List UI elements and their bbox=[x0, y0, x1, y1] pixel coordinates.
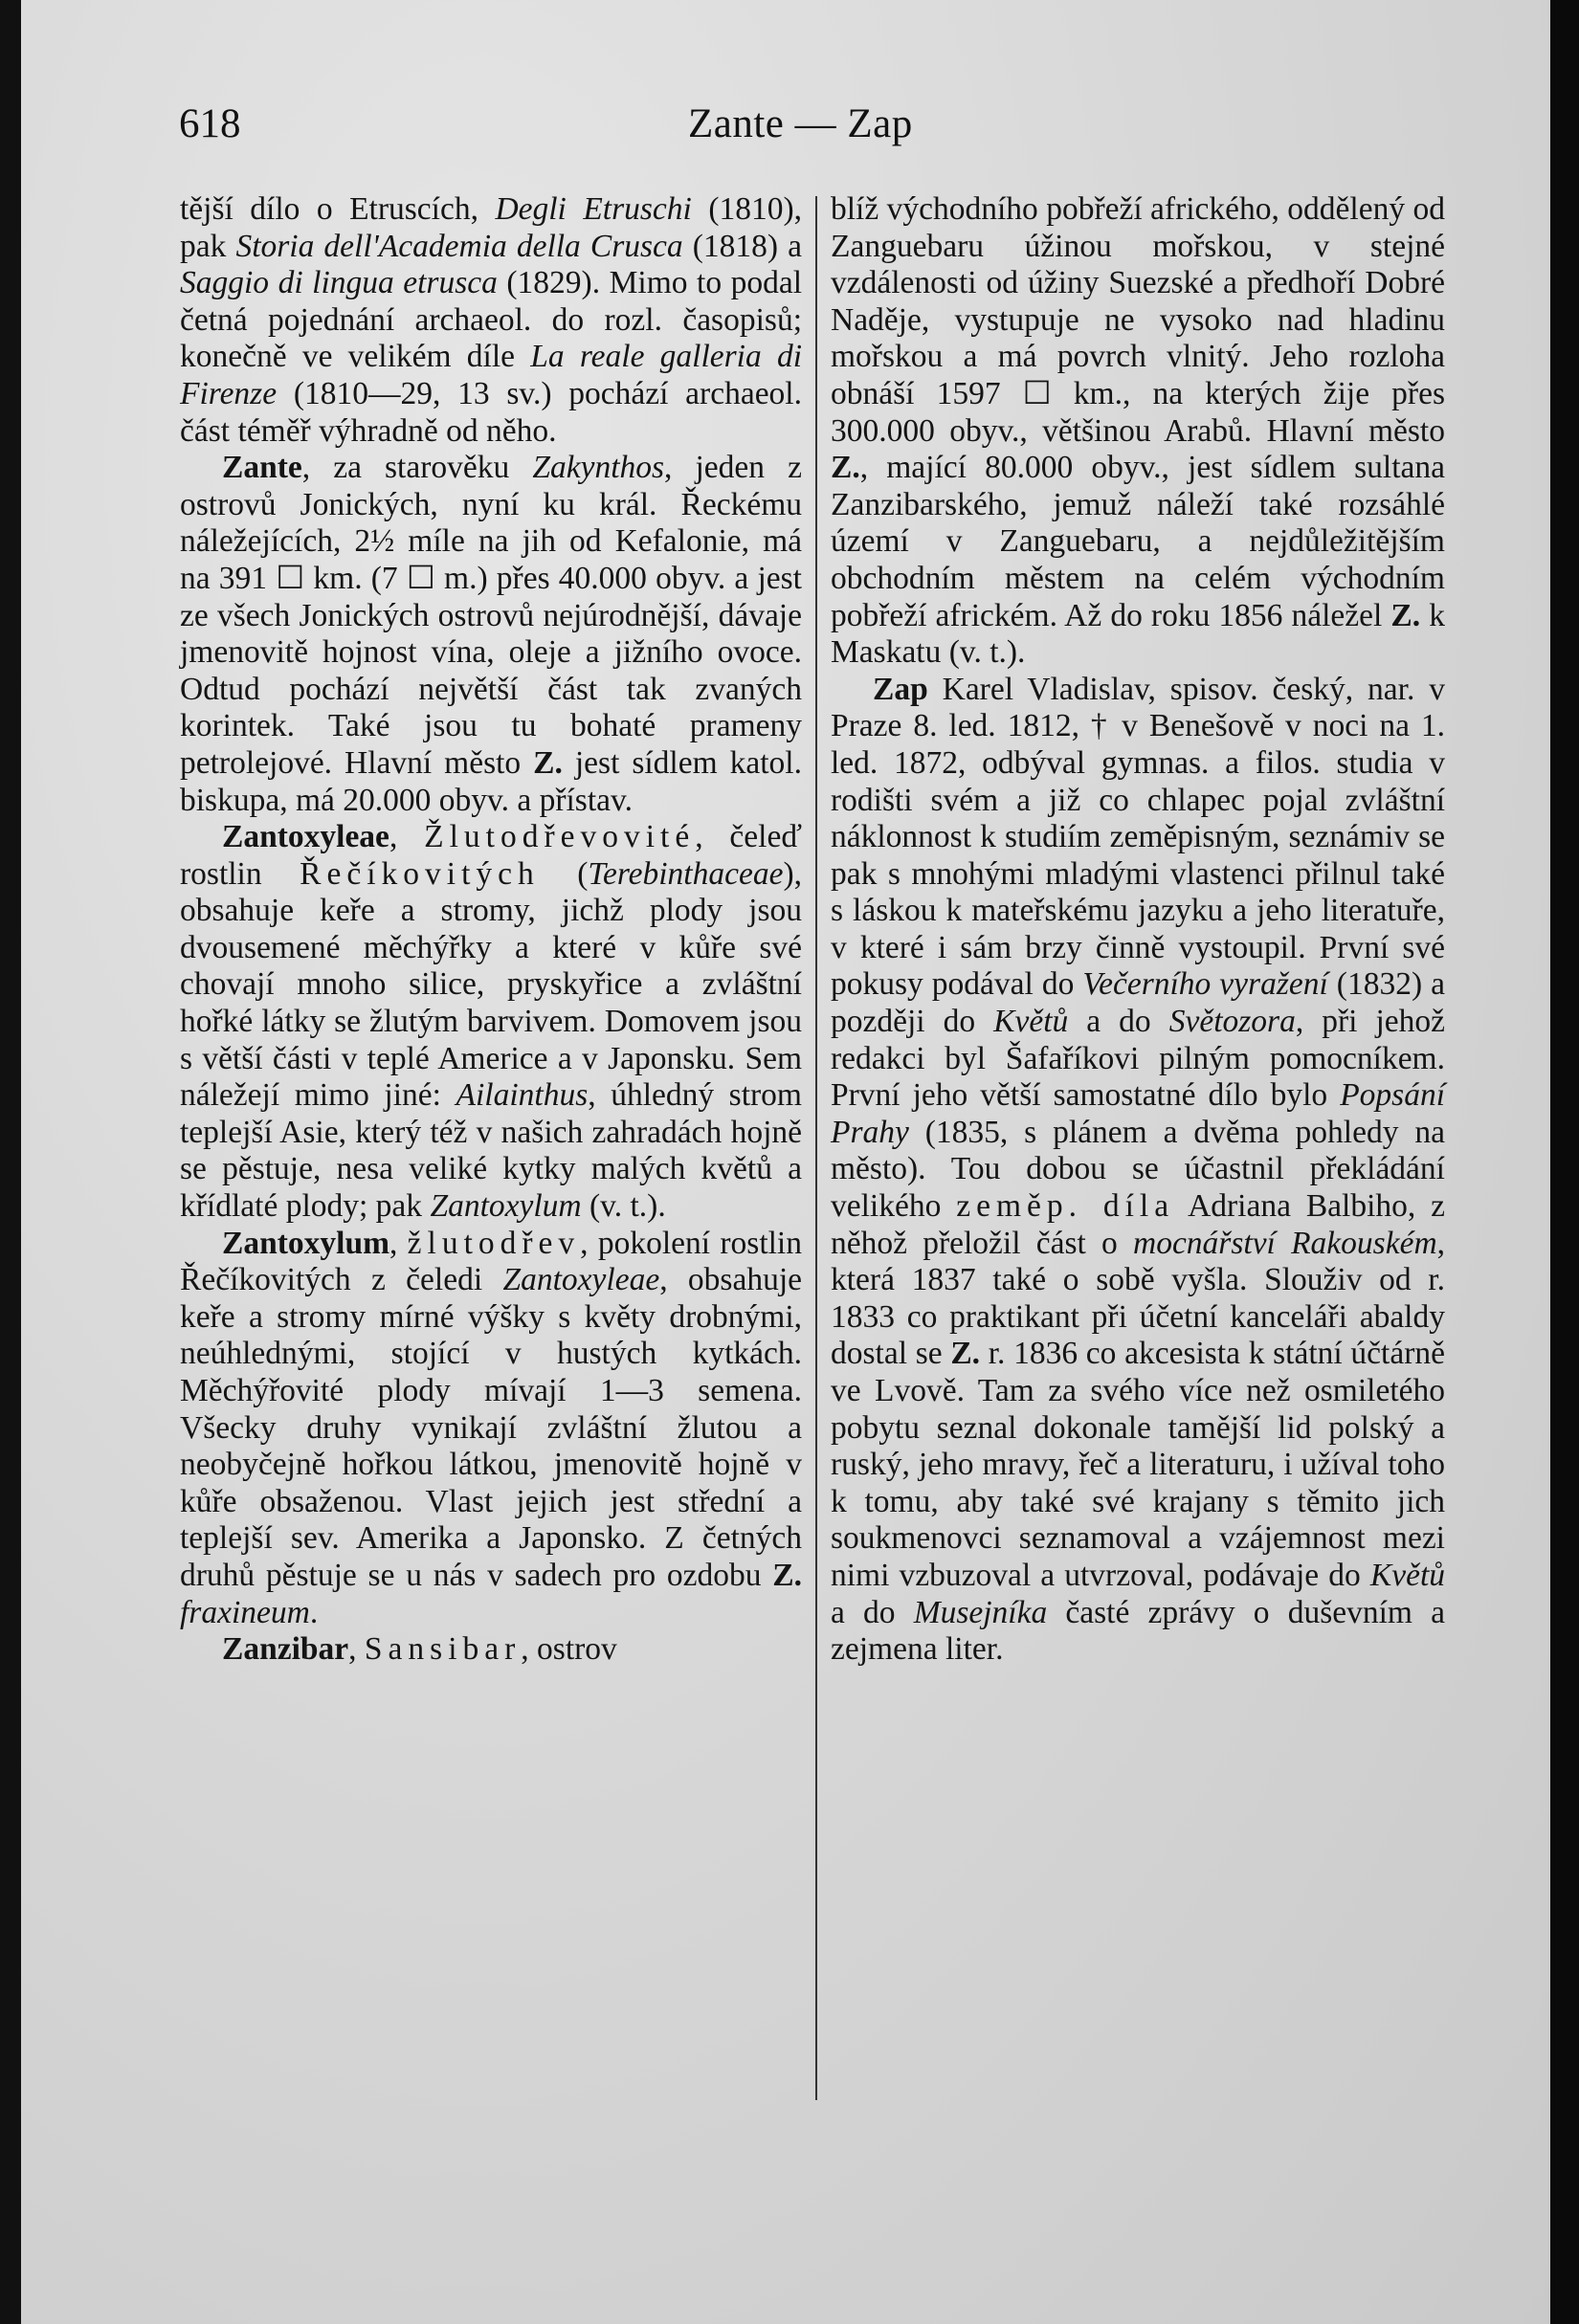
body-text: (1810), pak bbox=[180, 191, 803, 264]
scan-edge bbox=[1550, 0, 1579, 2324]
italic-text: Zakynthos bbox=[532, 450, 665, 486]
italic-text: Zantoxyleae bbox=[502, 1262, 660, 1298]
body-text: (v. t.). bbox=[581, 1188, 666, 1225]
body-text: , úhledný strom teplejší Asie, který též v našich zahradách hojně se pěstuje, nesa veliké kytky malých květů a křídlaté plody; pak bbox=[180, 1077, 802, 1225]
headword: Z. bbox=[831, 450, 860, 486]
italic-text: Zantoxylum bbox=[430, 1188, 582, 1225]
body-text: k Maskatu (v. t.). bbox=[831, 597, 1445, 671]
page-number: 618 bbox=[179, 101, 241, 146]
spaced-text: Sansibar bbox=[364, 1631, 522, 1668]
body-text: , jeden z ostrovů Jonických, nyní ku král. Řeckému náležejících, 2½ míle na jih od Kefalonie, má na 391 ☐ km. (7 ☐ m.) přes 40.000 obyv. a jest ze všech Jonických ostrovů nejúrodnější, dávaje jmenovitě hojnost vína, oleje a jižního ovoce. Odtud pochází největší část tak zvaných korintek. Také jsou tu bohaté prameny petrolejové. Hlavní město bbox=[180, 450, 802, 781]
spaced-text: žlutodřev bbox=[407, 1225, 581, 1261]
entry-zante bbox=[180, 450, 802, 819]
body-text: , která 1837 také o sobě vyšla. Slouživ od r. 1833 co praktikant při účetní kanceláři abaldy dostal se bbox=[831, 1225, 1446, 1372]
entry-zantoxylum bbox=[180, 1226, 802, 1632]
spaced-text: Řečíkovitých bbox=[300, 855, 540, 892]
italic-text: Musejníka bbox=[913, 1594, 1048, 1630]
headword: Zantoxyleae bbox=[222, 819, 389, 855]
body-text: (1829). Mimo to podal četná pojednání archaeol. do rozl. časopisů; konečně ve velikém díle bbox=[180, 265, 802, 375]
entry-zanzibar-continuation bbox=[831, 191, 1445, 672]
running-title: Zante — Zap bbox=[688, 101, 913, 146]
body-text: jest sídlem katol. biskupa, má 20.000 obyv. a přístav. bbox=[180, 744, 802, 818]
spaced-text: zeměp. díla bbox=[956, 1188, 1175, 1225]
headword: Z. bbox=[772, 1557, 802, 1593]
body-text: a do bbox=[1068, 1004, 1169, 1040]
spaced-text: Žlutodřevovité bbox=[424, 819, 696, 855]
body-text: časté zprávy o duševním a zejmena liter. bbox=[831, 1594, 1445, 1668]
body-text: tější dílo o Etruscích, bbox=[180, 191, 496, 227]
body-text: , bbox=[389, 819, 425, 855]
body-text: a do bbox=[831, 1594, 914, 1630]
entry-zantoxyleae bbox=[180, 819, 802, 1226]
italic-text: Světozora bbox=[1168, 1004, 1296, 1040]
body-text: , obsahuje keře a stromy mírné výšky s květy drobnými, neúhlednými, stojící v hustých kytkách. Měchýřovité plody mívají 1—3 semena. Všecky druhy vynikají zvláštní žlutou a neobyčejně hořkou látkou, jmenovitě hojně v kůře obsaženou. Vlast jejich jest střední a teplejší sev. Amerika a Japonsko. Z četných druhů pěstuje se u nás v sadech pro ozdobu bbox=[180, 1262, 802, 1593]
body-text: (1818) a bbox=[682, 228, 802, 264]
running-header bbox=[21, 100, 1550, 158]
italic-text: mocnářství Rakouském bbox=[1133, 1225, 1437, 1261]
italic-text: Ailainthus bbox=[456, 1077, 589, 1114]
body-text: Karel Vladislav, spisov. český, nar. v Praze 8. led. 1812, † v Benešově v noci na 1. led. 1872, odbýval gymnas. a filos. studia v rodišti svém a již co chlapec pojal zvláštní náklonnost k studiím zeměpisným, seznámiv se pak s mnohými mladými vlastenci přilnul také s láskou k mateřskému jazyku a jeho literatuře, v které i sám brzy činně vystoupil. První své pokusy podával do bbox=[831, 671, 1445, 1003]
headword: Z. bbox=[1390, 597, 1421, 633]
body-text: ( bbox=[539, 855, 589, 892]
headword: Z. bbox=[533, 744, 563, 781]
italic-text: Degli Etruschi bbox=[495, 191, 692, 227]
headword: Zanzibar bbox=[222, 1631, 349, 1668]
body-text: (1832) a později do bbox=[831, 966, 1445, 1040]
right-column bbox=[831, 191, 1445, 1669]
body-text: , za starověku bbox=[301, 450, 533, 486]
headword: Zap bbox=[873, 671, 928, 707]
entry-zanzibar bbox=[180, 1631, 802, 1669]
body-text: (1810—29, 13 sv.) pochází archaeol. část téměř výhradně od něho. bbox=[180, 375, 802, 449]
column-rule bbox=[815, 196, 817, 2100]
body-text: . bbox=[309, 1594, 319, 1630]
headword: Z. bbox=[950, 1336, 981, 1372]
italic-text: Květů bbox=[993, 1004, 1069, 1040]
italic-text: Terebinthaceae bbox=[588, 855, 784, 892]
body-text: (1835, s plánem a dvěma pohledy na město). Tou dobou se účastnil překládání velikého bbox=[831, 1114, 1445, 1225]
body-text: , bbox=[348, 1631, 365, 1668]
body-text: , pokolení rostlin Řečíkovitých z čeledi bbox=[180, 1225, 802, 1298]
italic-text: La reale galleria di Firenze bbox=[180, 339, 803, 411]
body-text: , při jehož redakci byl Šafaříkovi pilným pomocníkem. První jeho větší samostatné dílo bylo bbox=[831, 1004, 1445, 1114]
left-column bbox=[180, 191, 802, 1669]
body-text: r. 1836 co akcesista k státní účtárně ve Lvově. Tam za svého více než osmiletého pobytu seznal dokonale tamější lid polský a ruský, jeho mravy, řeč a literaturu, i užíval toho k tomu, aby také své krajany s těmito jich soukmenovci seznamoval a vzájemnost mezi nimi vzbuzoval a utvrzoval, podávaje do bbox=[831, 1336, 1445, 1593]
body-text: blíž východního pobřeží afrického, oddělený od Zanguebaru úžinou mořskou, v stejné vzdálenosti od úžiny Suezské a předhoří Dobré Naděje, vystupuje ne vysoko nad hladinu mořskou a má povrch vlnitý. Jeho rozloha obnáší 1597 ☐ km., na kterých žije přes 300.000 obyv., většinou Arabů. Hlavní město bbox=[831, 191, 1445, 449]
italic-text: fraxineum bbox=[180, 1594, 310, 1630]
body-text: , bbox=[389, 1225, 408, 1261]
body-text: Adriana Balbiho, z něhož přeložil část o bbox=[831, 1188, 1445, 1261]
body-text: , čeleď rostlin bbox=[180, 819, 803, 892]
entry-continuation bbox=[180, 191, 802, 450]
italic-text: Květů bbox=[1369, 1557, 1445, 1593]
body-text: , mající 80.000 obyv., jest sídlem sultana Zanzibarského, jemuž náleží také rozsáhlé území v Zanguebaru, a nejdůležitějším obchodním městem na celém východním pobřeží africkém. Až do roku 1856 náležel bbox=[831, 450, 1445, 633]
italic-text: Večerního vyražení bbox=[1082, 966, 1328, 1003]
headword: Zantoxylum bbox=[222, 1225, 389, 1261]
headword: Zante bbox=[222, 450, 302, 486]
italic-text: Popsání Prahy bbox=[831, 1077, 1445, 1150]
body-text: , ostrov bbox=[521, 1631, 617, 1668]
entry-zap bbox=[831, 672, 1445, 1669]
body-text: ), obsahuje keře a stromy, jichž plody jsou dvousemené měchýřky a které v kůře své chovají mnoho silice, pryskyřice a zvláštní hořké látky se žlutým barvivem. Domovem jsou s větší části v teplé Americe a v Japonsku. Sem náležejí mimo jiné: bbox=[180, 855, 802, 1114]
italic-text: Storia dell'Academia della Crusca bbox=[235, 228, 683, 264]
italic-text: Saggio di lingua etrusca bbox=[180, 265, 498, 301]
